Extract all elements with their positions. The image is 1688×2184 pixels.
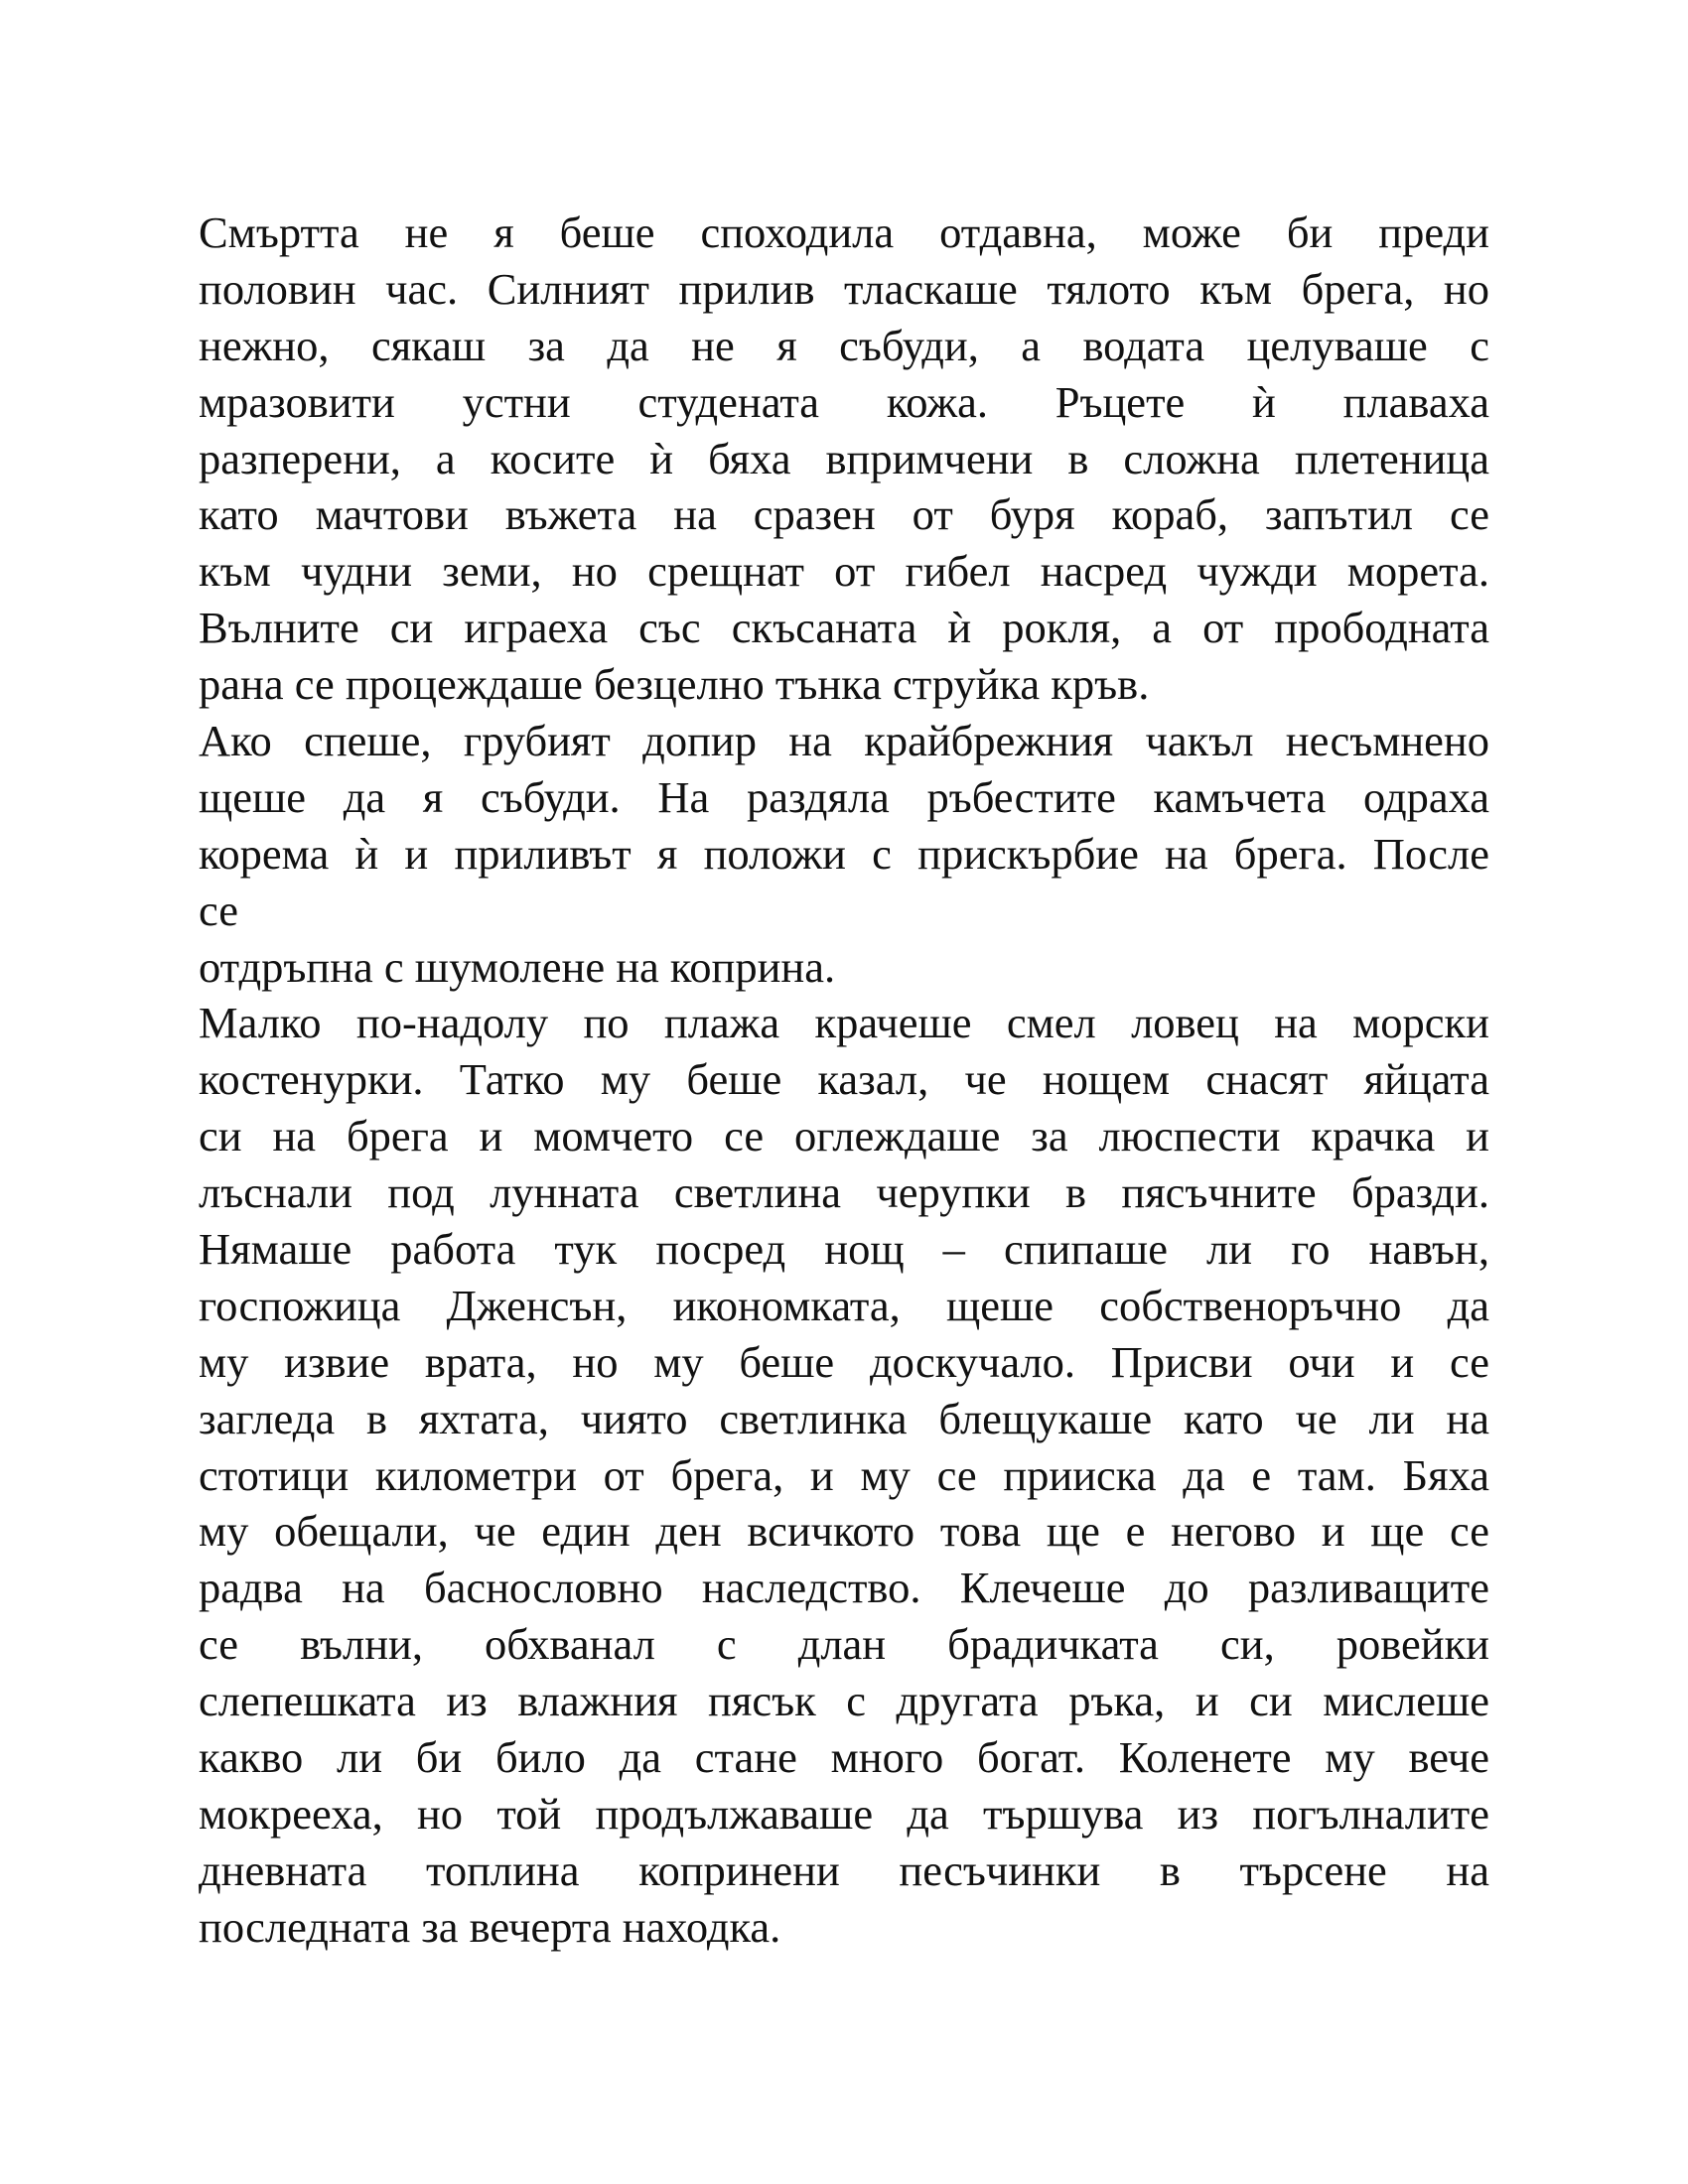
text-line: му обещали, че един ден всичкото това ще е негово и ще се	[199, 1506, 1489, 1557]
text-line: какво ли би било да стане много богат. Коленете му вече	[199, 1732, 1489, 1783]
text-line: Нямаше работа тук посред нощ – спипаше ли го навън,	[199, 1224, 1489, 1275]
text-line: Вълните си играеха със скъсаната ѝ рокля, а от прободната	[199, 603, 1489, 653]
text-line: Смъртта не я беше споходила отдавна, може би преди	[199, 207, 1489, 257]
body-text	[199, 205, 1489, 1956]
text-line: отдръпна с шумолене на коприна.	[199, 941, 836, 992]
text-line: щеше да я събуди. На раздяла ръбестите камъчета одраха	[199, 771, 1489, 822]
text-line: мокрееха, но той продължаваше да тършува из погълналите	[199, 1788, 1489, 1839]
text-line: Малко по-надолу по плажа крачеше смел ловец на морски	[199, 998, 1489, 1048]
text-line: се вълни, обхванал с длан брадичката си, ровейки	[199, 1619, 1489, 1670]
text-line: стотици километри от брега, и му се прииска да е там. Бяха	[199, 1449, 1489, 1500]
text-line: радва на баснословно наследство. Клечеше до разливащите	[199, 1563, 1489, 1613]
text-line: рана се процеждаше безцелно тънка струйка кръв.	[199, 659, 1150, 710]
text-line: костенурки. Татко му беше казал, че нощем снасят яйцата	[199, 1054, 1489, 1105]
text-line: корема ѝ и приливът я положи с прискърбие на брега. После	[199, 828, 1489, 879]
text-line: загледа в яхтата, чиято светлинка блещукаше като че ли на	[199, 1393, 1489, 1443]
text-line: лъснали под лунната светлина черупки в пясъчните бразди.	[199, 1167, 1489, 1218]
text-line: като мачтови въжета на сразен от буря кораб, запътил се	[199, 489, 1489, 540]
text-line: госпожица Дженсън, икономката, щеше собственоръчно да	[199, 1280, 1489, 1330]
text-line: към чудни земи, но срещнат от гибел насред чужди морета.	[199, 546, 1489, 597]
text-line: слепешката из влажния пясък с другата ръка, и си мислеше	[199, 1676, 1489, 1726]
text-line: половин час. Силният прилив тласкаше тялото към брега, но	[199, 263, 1489, 314]
text-line: мразовити устни студената кожа. Ръцете ѝ плаваха	[199, 376, 1489, 427]
text-line: дневната топлина копринени песъчинки в търсене на	[199, 1844, 1489, 1895]
text-line: нежно, сякаш за да не я събуди, а водата целуваше с	[199, 320, 1489, 370]
text-line: последната за вечерта находка.	[199, 1901, 781, 1952]
text-line: се	[199, 885, 239, 935]
text-line: Ако спеше, грубият допир на крайбрежния чакъл несъмнено	[199, 716, 1489, 766]
text-line: разперени, а косите ѝ бяха впримчени в сложна плетеница	[199, 433, 1489, 483]
text-line: си на брега и момчето се оглеждаше за люспести крачка и	[199, 1111, 1489, 1161]
text-line: му извие врата, но му беше доскучало. Присви очи и се	[199, 1336, 1489, 1387]
